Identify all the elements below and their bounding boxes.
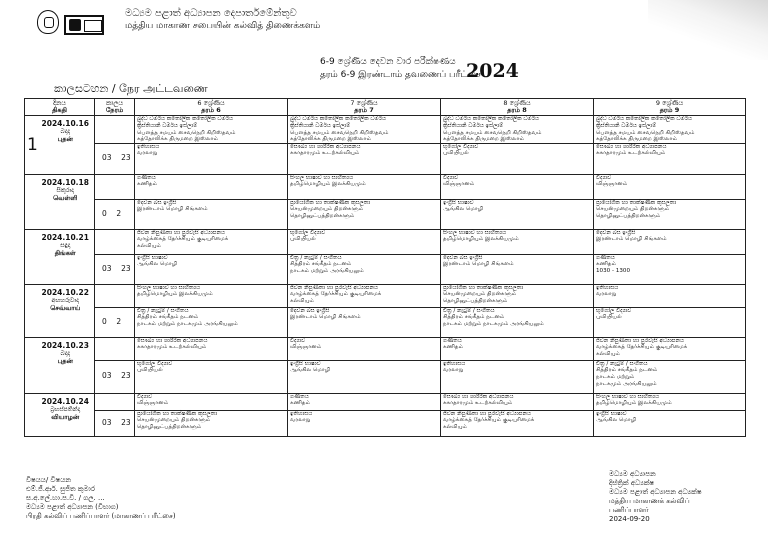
subject-cell-grade-7: ප්‍රායෝගික හා තාක්ෂණික කුසලතා செயன்முறையும் திறன்களும் தொழினுட்பத்திறன்களும்: [288, 199, 441, 229]
subject-cell-grade-9: සිංහල භාෂාව හා සාහිත්‍යය தமிழ்மொழியும் இலக்கியமும்: [594, 393, 746, 410]
timetable-title: කාලසටහන / நேர அட்டவணை: [54, 82, 208, 95]
subject-cell-grade-7: බුද්ධ ධර්මය කතෝලික කතෝලික ධර්මය ක්‍රිස්තියානි ධර්මය ඉස්ලාම් பௌத்த சமயம் சைவநெறி கிறிஸ்தவம் கத்தோலிக்க திருமறை இஸ்லாம்: [288, 116, 441, 143]
timetable: [24, 98, 746, 437]
week-blank-cell: [25, 174, 37, 229]
subject-cell-grade-9: භූගෝල විද්‍යාව புவியியல்: [594, 307, 746, 337]
subject-cell-grade-9: චිත්‍ර / නැටුම් / සංගීතය சித்திரம் சங்கீதம் நடனம் நாடகம் மற்றும் நாடகமும் அரங்கியலும்: [594, 360, 746, 393]
time-cell: [95, 393, 135, 410]
day-tamil: செவ்வாய்: [50, 303, 81, 312]
subject-cell-grade-7: චිත්‍ර / නැටුම් / සංගීතය சித்திரம் சங்கீதம் நடனம் நாடகம் மற்றும் அரங்கியலும்: [288, 254, 441, 284]
time-start: 0: [102, 208, 107, 218]
date-value: 2024.10.23: [41, 340, 89, 350]
date-value: 2024.10.24: [41, 396, 89, 406]
subject-cell-grade-7: සිංහල භාෂාව හා සාහිත්‍යය தமிழ்மொழியும் இலக்கியமும்: [288, 174, 441, 199]
grade-6-header: 6 ශ්‍රේණිය தரம் 6: [135, 99, 288, 116]
date-value: 2024.10.22: [41, 287, 89, 297]
date-cell: [37, 393, 95, 436]
subject-cell-grade-6: ගණිතය கணிதம்: [135, 174, 288, 199]
subject-cell-grade-6: බුද්ධ ධර්මය කතෝලික කතෝලික ධර්මය ක්‍රිස්තියානි ධර්මය ඉස්ලාම් பௌத்த சமயம் சைவநெறி கிறிஸ்தவம் கத்தோலிக்க திருமறை இஸ்லாம்: [135, 116, 288, 143]
header-title-sinhala: මධ්‍යම පළාත් අධ්‍යාපන දෙපාර්තමේන්තුව: [125, 8, 297, 19]
time-cell: [95, 410, 135, 436]
time-end: 23: [121, 371, 131, 381]
date-cell: [37, 284, 95, 337]
day-tamil: வெள்ளி: [53, 193, 78, 202]
table-row: [25, 116, 746, 143]
subject-cell-grade-9: ගණිතය கணிதம் 1030 - 1300: [594, 254, 746, 284]
date-cell: [37, 337, 95, 393]
day-sinhala: බදාදා: [60, 128, 71, 136]
time-cell: [95, 199, 135, 229]
time-cell: [95, 143, 135, 174]
time-cell: [95, 116, 135, 143]
grade-8-header: 8 ශ්‍රේණිය தரம் 8: [441, 99, 594, 116]
time-end: 23: [121, 263, 131, 273]
time-end: 2: [116, 316, 122, 326]
time-cell: [95, 254, 135, 284]
subject-cell-grade-7: ගණිතය கணிதம்: [288, 393, 441, 410]
table-row: [25, 393, 746, 410]
subject-cell-grade-7: භූගෝල විද්‍යාව புவியியல்: [288, 229, 441, 254]
subject-cell-grade-6: ඉතිහාසය வரலாறு: [135, 143, 288, 174]
date-header: දිනය திகதி: [25, 99, 95, 116]
time-end: 2: [116, 208, 122, 218]
provincial-emblem-icon: [37, 10, 59, 34]
table-row: [25, 360, 746, 393]
table-row: [25, 284, 746, 307]
subject-cell-grade-8: ගණිතය கணிதம்: [441, 337, 594, 360]
subject-cell-grade-8: ජීවන නිපුණතා හා පුරවැසි අධ්‍යාපනය வாழ்க்கைத் தேர்ச்சியும் குடியுரிமைக் கல்வியும்: [441, 410, 594, 436]
subject-cell-grade-6: ජීවන නිපුණතා හා පුරවැසි අධ්‍යාපනය வாழ்க்கைத் தேர்ச்சியும் குடியுரிமைக் கல்வியும்: [135, 229, 288, 254]
table-row: [25, 410, 746, 436]
subject-cell-grade-6: දෙවන බස ඉංග්‍රීසි இரண்டாம் மொழி சிங்களம்: [135, 199, 288, 229]
subject-cell-grade-6: ප්‍රායෝගික හා තාක්ෂණික කුසලතා செயன்முறையும் திறன்களும் தொழினுட்பத்திறன்களும்: [135, 410, 288, 436]
header-title-tamil: மத்திய மாகாண சபையின் கல்வித் திணைக்களம்: [125, 21, 321, 31]
time-start: 0: [102, 316, 107, 326]
time-end: 23: [121, 153, 131, 163]
subject-cell-grade-9: විද්‍යාව விஞ்ஞானம்: [594, 174, 746, 199]
subject-cell-grade-9: දෙවන බස ඉංග්‍රීසි இரண்டாம் மொழி சிங்களம்: [594, 229, 746, 254]
week-blank-cell: [25, 337, 37, 393]
time-cell: [95, 307, 135, 337]
table-row: [25, 307, 746, 337]
table-row: [25, 229, 746, 254]
time-start: 03: [102, 263, 112, 273]
subject-cell-grade-8: දෙවන බස ඉංග්‍රීසි இரண்டாம் மொழி சிங்களம்: [441, 254, 594, 284]
table-row: [25, 143, 746, 174]
grade-7-header: 7 ශ්‍රේණිය தரம் 7: [288, 99, 441, 116]
date-value: 2024.10.18: [41, 177, 89, 187]
time-header: කාලය நேரம்: [95, 99, 135, 116]
day-sinhala: බ්‍රහස්පතින්දා: [50, 405, 81, 413]
time-start: 03: [102, 371, 112, 381]
subject-cell-grade-9: සෞඛ්‍ය හා ශාරීරික අධ්‍යාපනය சுகாதாரமும் உடற்கல்வியும்: [594, 143, 746, 174]
subject-cell-grade-7: ඉංග්‍රීසි භාෂාව ஆங்கில மொழி: [288, 360, 441, 393]
subject-cell-grade-9: ඉංග්‍රීසි භාෂාව ஆங்கில மொழி: [594, 410, 746, 436]
date-cell: [37, 116, 95, 174]
exam-title-sinhala: 6-9 ශ්‍රේණිය දෙවන වාර පරීක්ෂණය: [320, 57, 456, 67]
subject-cell-grade-9: ඉතිහාසය வரலாறு: [594, 284, 746, 307]
table-row: [25, 199, 746, 229]
subject-cell-grade-9: ප්‍රායෝගික හා තාක්ෂණික කුසලතා செயன்முறையும் திறன்களும் தொழினுட்பத்திறன்களும்: [594, 199, 746, 229]
subject-cell-grade-8: ප්‍රායෝගික හා තාක්ෂණික කුසලතා செயன்முறையும் திறன்களும் தொழினுட்பத்திறன்களும்: [441, 284, 594, 307]
time-cell: [95, 229, 135, 254]
day-sinhala: සඳුදා: [60, 241, 71, 249]
exam-year: 2024: [466, 60, 519, 82]
time-cell: [95, 337, 135, 360]
corner-shade: [648, 0, 768, 60]
time-cell: [95, 360, 135, 393]
subject-cell-grade-7: දෙවන බස ඉංග්‍රීසි இரண்டாம் மொழி சிங்களம்: [288, 307, 441, 337]
subject-cell-grade-9: ජීවන නිපුණතා හා පුරවැසි අධ්‍යාපනය வாழ்க்கைத் தேர்ச்சியும் குடியுரிமைக் கல்வியும்: [594, 337, 746, 360]
week-blank-cell: [25, 229, 37, 284]
subject-cell-grade-8: සිංහල භාෂාව හා සාහිත්‍යය தமிழ்மொழியும் இலக்கியமும்: [441, 229, 594, 254]
day-sinhala: සිකුරාදා: [56, 186, 74, 194]
subject-cell-grade-6: සිංහල භාෂාව හා සාහිත්‍යය தமிழ்மொழியும் இலக்கியமும்: [135, 284, 288, 307]
subject-cell-grade-6: සෞඛ්‍ය හා ශාරීරික අධ්‍යාපනය சுகாதாரமும் உடற்கல்வியும்: [135, 337, 288, 360]
subject-cell-grade-8: චිත්‍ර / නැටුම් / සංගීතය சித்திரம் சங்கீதம் நடனம் நாடகம் மற்றும் நாடகமும் அரங்கியலும்: [441, 307, 594, 337]
time-start: 03: [102, 417, 112, 427]
day-tamil: திங்கள்: [54, 248, 76, 257]
header-row: [25, 99, 746, 116]
subject-cell-grade-8: භූගෝල විද්‍යාව புவியியல்: [441, 143, 594, 174]
department-logo-icon: [64, 15, 104, 35]
subject-cell-grade-7: විද්‍යාව விஞ்ஞானம்: [288, 337, 441, 360]
subject-cell-grade-6: චිත්‍ර / නැටුම් / සංගීතය சித்திரம் சங்கீதம் நடனம் நாடகம் மற்றும் நாடகமும் அரங்கியலும்: [135, 307, 288, 337]
date-cell: [37, 229, 95, 284]
table-row: [25, 174, 746, 199]
day-sinhala: අඟහරුවාදා: [51, 296, 79, 304]
subject-cell-grade-7: ජීවන නිපුණතා හා පුරවැසි අධ්‍යාපනය வாழ்க்கைத் தேர்ச்சியும் குடியுரிமைக் கல்வியும்: [288, 284, 441, 307]
date-value: 2024.10.21: [41, 232, 89, 242]
time-cell: [95, 284, 135, 307]
day-tamil: வியாழன்: [51, 412, 80, 421]
subject-cell-grade-9: බුද්ධ ධර්මය කතෝලික කතෝලික ධර්මය ක්‍රිස්තියානි ධර්මය ඉස්ලාම් பௌத்த சமயம் சைவநெறி கிறிஸ்தவம் கத்தோலிக்க திருமறை இஸ்லாம்: [594, 116, 746, 143]
day-tamil: புதன்: [57, 135, 73, 144]
subject-cell-grade-7: සෞඛ්‍ය හා ශාරීරික අධ්‍යාපනය சுகாதாரமும் உடற்கல்வியும்: [288, 143, 441, 174]
footer-right-signature: මධ්‍යම අධ්‍යාපන දිස්ත්‍රික් අධ්‍යක්ෂ මධ්‍යම පළාත් අධ්‍යාපන අධ්‍යක්ෂ மத்திய மாகாணக் கல்விப் பணிப்பாளர் 2024-09-20: [609, 470, 702, 523]
subject-cell-grade-6: භූගෝල විද්‍යාව புவியியல்: [135, 360, 288, 393]
subject-cell-grade-6: ඉංග්‍රීසි භාෂාව ஆங்கில மொழி: [135, 254, 288, 284]
grade-9-header: 9 ශ්‍රේණිය தரம் 9: [594, 99, 746, 116]
footer-left-signature: විෂයය/ විෂයන එම්.ජී.ආර්. සුජිත කුමාර ස.අ.ලේ.හා.ප.වි. / ගල. ... මධ්‍යම පළාත් අධ්‍යාපන (විභාග) பிரதி கல்விப் பணிப்பாளர் (மாகாணப் பரீட்சை): [26, 476, 176, 520]
time-end: 23: [121, 417, 131, 427]
time-start: 03: [102, 153, 112, 163]
week-blank-cell: [25, 393, 37, 436]
subject-cell-grade-8: සෞඛ්‍ය හා ශාරීරික අධ්‍යාපනය சுகாதாரமும் உடற்கல்வியும்: [441, 393, 594, 410]
subject-cell-grade-8: ඉංග්‍රීසි භාෂාව ஆங்கில மொழி: [441, 199, 594, 229]
subject-cell-grade-8: බුද්ධ ධර්මය කතෝලික කතෝලික ධර්මය ක්‍රිස්තියානි ධර්මය ඉස්ලාම් பௌத்த சமயம் சைவநெறி கிறிஸ்தவம் கத்தோலிக்க திருமறை இஸ்லாம்: [441, 116, 594, 143]
subject-cell-grade-8: ඉතිහාසය வரலாறு: [441, 360, 594, 393]
week-blank-cell: [25, 284, 37, 337]
day-sinhala: බදාදා: [60, 349, 71, 357]
time-cell: [95, 174, 135, 199]
day-tamil: புதன்: [57, 356, 73, 365]
subject-cell-grade-6: විද්‍යාව விஞ்ஞானம்: [135, 393, 288, 410]
subject-cell-grade-8: විද්‍යාව விஞ்ஞானம்: [441, 174, 594, 199]
week-number: 1: [25, 116, 37, 174]
date-cell: [37, 174, 95, 229]
date-value: 2024.10.16: [41, 119, 89, 129]
exam-title-tamil: தரம் 6-9 இரண்டாம் தவணைப் பரீட்சை: [320, 70, 482, 80]
table-row: [25, 337, 746, 360]
table-row: [25, 254, 746, 284]
subject-cell-grade-7: ඉතිහාසය வரலாறு: [288, 410, 441, 436]
